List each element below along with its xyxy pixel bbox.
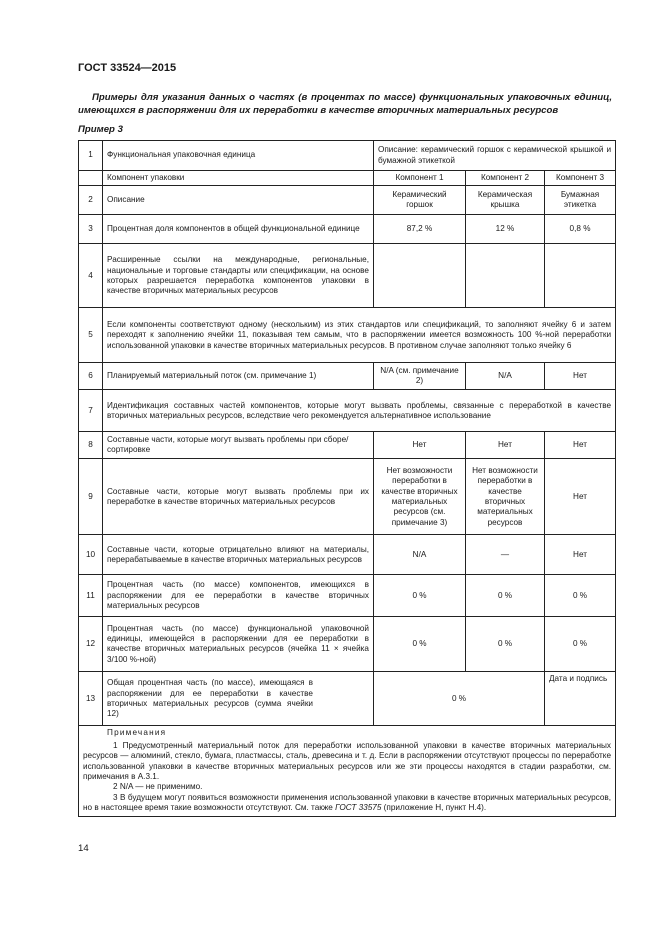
cell-value: Керамическая крышка [466, 186, 545, 215]
note-2: 2 N/A — не применимо. [113, 782, 203, 792]
table-row [79, 186, 616, 215]
row-label: Процентная часть (по массе) компонентов, имеющихся в распоряжении для ее переработки в качестве вторичных материальных ресурсов [103, 575, 374, 617]
column-header: Компонент 1 [374, 171, 466, 186]
row-number: 13 [79, 672, 103, 726]
row-number: 6 [79, 363, 103, 390]
row-number: 12 [79, 617, 103, 672]
row-label: Общая процентная часть (по массе), имеющаяся в распоряжении для ее переработки в качестве вторичных материальных ресурсов (сумма ячейки 12) [103, 672, 374, 726]
cell-value: 12 % [466, 215, 545, 244]
row-number: 2 [79, 186, 103, 215]
table-row [79, 244, 616, 308]
row-number: 5 [79, 308, 103, 363]
table-row [79, 363, 616, 390]
row-label: Описание [103, 186, 374, 215]
notes-row [79, 726, 616, 816]
cell-value: Нет [545, 535, 616, 575]
table-row [79, 535, 616, 575]
cell-value: — [466, 535, 545, 575]
cell-value: 0 % [466, 575, 545, 617]
note-1: 1 Предусмотренный материальный поток для переработки использованной упаковки в качестве вторичных материальных ресурсов — алюминий, стекло, бумага, пластмассы, сталь, древесина и т. д. Если в распоряжении отсутствуют процессы по переработке использованной упаковки в качестве вторичных материальных ресурсов или же эти процессы находятся в стадии разработки, см. примечания в А.3.1. [83, 740, 612, 782]
table-row [79, 390, 616, 432]
table-row [79, 141, 616, 171]
cell-value: N/A (см. примечание 2) [374, 363, 466, 390]
row-number: 7 [79, 390, 103, 432]
row-label: Составные части, которые отрицательно влияют на материалы, перерабатываемые в качестве вторичных материальных ресурсов [103, 535, 374, 575]
cell-value: Нет [374, 432, 466, 459]
document-code: ГОСТ 33524—2015 [78, 62, 177, 74]
cell-value: N/A [374, 535, 466, 575]
example-label: Пример 3 [78, 124, 123, 135]
table-row [79, 617, 616, 672]
notes-heading: Примечания [107, 728, 167, 738]
component-table [78, 140, 616, 817]
column-header: Компонент 3 [545, 171, 616, 186]
table-row [79, 575, 616, 617]
page-number: 14 [78, 843, 89, 854]
cell-value: 0,8 % [545, 215, 616, 244]
row-label: Процентная часть (по массе) функциональной упаковочной единицы, имеющейся в распоряжении для ее переработки в качестве вторичных материальных ресурсов (ячейка 11 × ячейка 3/100 %-ной) [103, 617, 374, 672]
component-header-label: Компонент упаковки [103, 171, 374, 186]
row-label: Составные части, которые могут вызвать проблемы при сборе/сортировке [103, 432, 374, 459]
notes-block [79, 726, 616, 816]
cell-value: Нет [466, 432, 545, 459]
unit-description: Описание: керамический горшок с керамической крышкой и бумажной этикеткой [374, 141, 616, 171]
standard-reference: ГОСТ 33575 [335, 803, 382, 813]
table-row [79, 308, 616, 363]
cell-value: Нет возможности переработки в качестве вторичных материальных ресурсов [466, 459, 545, 535]
table-row [79, 215, 616, 244]
cell-value: Нет возможности переработки в качестве вторичных материальных ресурсов (см. примечание 3) [374, 459, 466, 535]
table-header-row [79, 171, 616, 186]
table-row [79, 459, 616, 535]
note-3: 3 В будущем могут появиться возможности применения использованной упаковки в качестве вторичных материальных ресурсов, но в настоящее время такие возможности отсутствуют. См. также ГОСТ 33575 (приложение Н, пункт Н.4). [83, 792, 612, 813]
cell-value: Нет [545, 459, 616, 535]
cell-value: Нет [545, 432, 616, 459]
row-label: Составные части, которые могут вызвать проблемы при их переработке в качестве вторичных материальных ресурсов [103, 459, 374, 535]
cell-value: Нет [545, 363, 616, 390]
row-label: Планируемый материальный поток (см. примечание 1) [103, 363, 374, 390]
cell-value: 0 % [374, 617, 466, 672]
row-number: 1 [79, 141, 103, 171]
cell-value: 0 % [545, 617, 616, 672]
table-row [79, 672, 616, 726]
row-number: 9 [79, 459, 103, 535]
row-label: Процентная доля компонентов в общей функциональной единице [103, 215, 374, 244]
cell-value: N/A [466, 363, 545, 390]
total-value: 0 % [374, 672, 545, 726]
cell-value: 0 % [545, 575, 616, 617]
cell-value: Бумажная этикетка [545, 186, 616, 215]
cell-value: 0 % [374, 575, 466, 617]
row-number: 11 [79, 575, 103, 617]
row-number: 8 [79, 432, 103, 459]
instruction-text: Если компоненты соответствуют одному (нескольким) из этих стандартов или спецификаций, то заполняют ячейку 6 и затем переходят к заполнению ячейки 11, показывая тем самым, что в распоряжении имеется возможность 100 %-ной переработки использованной упаковки в качестве вторичных материальных ресурсов. В противном случае заполняют только ячейку 6 [103, 308, 616, 363]
row-label: Функциональная упаковочная единица [103, 141, 374, 171]
row-label: Расширенные ссылки на международные, региональные, национальные и торговые стандарты или спецификации, на основе которых разрешается переработка компонентов упаковки в качестве вторичных материальных ресурсов [103, 244, 374, 308]
cell-value: 87,2 % [374, 215, 466, 244]
date-signature-field: Дата и подпись [545, 672, 616, 726]
table-caption: Примеры для указания данных о частях (в процентах по массе) функциональных упаковочных единиц, имеющихся в распоряжении для их переработки в качестве вторичных материальных ресурсов [78, 92, 612, 116]
row-number: 4 [79, 244, 103, 308]
instruction-text: Идентификация составных частей компонентов, которые могут вызвать проблемы, связанные с переработкой в качестве вторичных материальных ресурсов, вследствие чего рекомендуется альтернативное использование [103, 390, 616, 432]
cell-value: Керамический горшок [374, 186, 466, 215]
column-header: Компонент 2 [466, 171, 545, 186]
row-number: 10 [79, 535, 103, 575]
table-row [79, 432, 616, 459]
cell-value: 0 % [466, 617, 545, 672]
row-number: 3 [79, 215, 103, 244]
